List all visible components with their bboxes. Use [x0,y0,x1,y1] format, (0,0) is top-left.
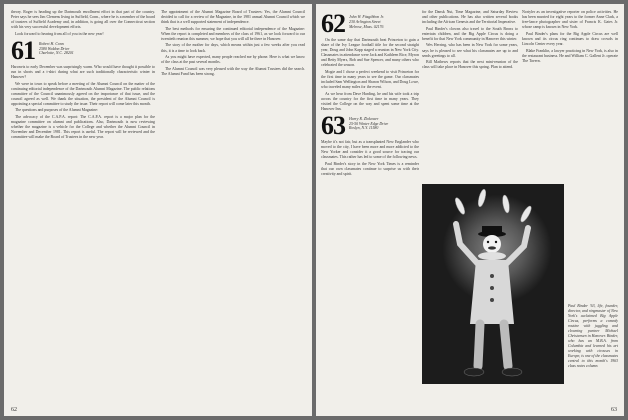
left-page [4,4,312,416]
paragraph: Paul Binder's plans for the Big Apple Circus are well known and its circus ring continues to draw crowds in Lincoln Center every year. [522,31,618,46]
paragraph: On the same day that Dartmouth beat Princeton to gain a share of the Ivy League football title for the second straight year, Doug and John Kapp staged a reunion in New York City. Classmates in attendance were Jack and Kathleen Rice, Myron and Betty Myers, Bob and Sue Spencer, and many others who celebrated the season. [321,38,419,68]
class-year-number: 61 [11,35,35,65]
address-line-1: 2580 Waldon Drive [39,46,70,51]
class-secretary-address [39,40,74,56]
address-line-2: Melrose, Mass. 02176 [349,24,384,29]
right-column-3 [522,10,618,180]
left-column-1 [11,10,155,400]
paragraph: Paul Binder's clowns also travel to the South Bronx to entertain children, and the Big Apple Circus is doing a benefit for that New York community in Hanover this winter. [422,26,518,41]
class-year-number: 62 [321,10,345,38]
paragraph: Wes Herring, who has been in New York for some years, says he is pleased to see what his classmates are up to and sends greetings to all. [422,43,518,58]
class-entry-62 [321,10,419,38]
right-page [316,4,624,416]
paragraph: for the Dansk Nut, Time Magazine, and Saturday Review and other publications. He has also written several books including the African Genesis and the Territorial Imperative. [422,10,518,25]
paragraph: theory. Roger is heading up the Dartmouth enrollment effort in that part of the country. Peter says he sees Jim Clemens living in Suffield, Conn., where he is a member of the board of trustees of Suffield Academy and, in addition, is going all over the Connecticut section with his very successful development efforts. [11,10,155,30]
paragraph: Nortyler as an investigative reporter on police activities. He has been married for eight years to the former Anne Clark, a free-lance photographer and sister of Francis K. Gates Jr. whose camp is known in New York. [522,10,618,30]
paragraph: The questions and purposes of the Alumni Magazine: [15,108,99,113]
photo-caption: Paul Binder '63, life, founder, director, and ringmaster of New York's acclaimed Big Apple Circus, performs a comedy routine with juggling and clowning partner Michael Christensen in Hanover. Binder, who has an M.B.A. from Columbia and learned his art working with circuses in Europe, is one of the classmates central to this month's 1963 class notes column. [568,304,618,368]
class-entry-61 [11,35,155,65]
secretary-name: Robert H. Conn [39,41,64,46]
class-entry-63 [321,110,419,140]
secretary-name: Harry R. Zlokower [349,116,379,121]
clown-figure-illustration [422,184,564,384]
paragraph: The story of the mother for days, which means within just a few weeks after you read this, it is a time to look back. [161,43,305,53]
paragraph: Look forward to hearing from all of you in the new year! [15,31,104,36]
paragraph: Paul Binder's story in the New York Times is a reminder that our own classmates continue to surprise us with their creativity and spirit. [321,161,419,176]
secretary-name: John W. Fitzgibbon Jr. [349,15,384,19]
paragraph: We were in town to speak before a meeting of the Alumni Council on the matter of the continuing editorial independence of the Dartmouth Alumni Magazine. The public relations committee of the Council unanimously agreed on the importance of that issue, and the council agreed as well. We thank the situation, the president of the Alumni Council is appointing a special committee to study the issue. Their report will come later this month. [11,81,155,106]
page-number-left: 62 [11,407,17,413]
paragraph: The best methods for ensuring the continued editorial independence of the Magazine: When the report is completed and members of the class of 1961, as we look forward to our twentieth reunion this summer, we hope that you will all be there in Hanover. [161,26,305,41]
paragraph: As we hear from Dave Harding, he and his wife took a trip across the country for the first time in many years. They visited the College on the way and spent some time at the Hanover Inn. [321,91,419,111]
address-line-2: Roslyn, N.Y. 11580 [349,126,379,131]
clown-juggler-photo [422,184,564,384]
right-column-1 [321,10,419,408]
left-column-2 [161,10,305,400]
page-number-right: 63 [611,407,617,413]
class-secretary-address [349,13,384,29]
address-line-1: 230 Arlington Street [349,19,381,24]
paragraph: Bill Mathews reports that the next mini-reunion of the class will take place in Hanover this spring. Plan to attend. [422,60,518,70]
paragraph: Mogie and I chose a perfect weekend to visit Princeton for the first time in many years to see the game. Our classmates included Sam Wellington and Sharon Wilson, and Doug Lowe, who traveled many miles for the event. [321,69,419,90]
paragraph: Maybe it's not fair, but as a transplanted New Englander who moved to the city, I have been more and more addicted to the New Yorker and consider it a good source for tracing our classmates. This rather has led to some of the following news. [321,139,419,159]
paragraph: The advocacy of the C.A.P.A. report: The C.A.P.A. report is a major plan for the magazine committee on alumni and publications. Also, Dartmouth is now reviewing whether the magazine is a vehicle for the College and whether the Alumni Council in November and December 1981. This report is useful. The report will be reviewed and the committee will make the Board of Trustees in the new year. [11,115,155,140]
paragraph: The Alumni Council was very pleased with the way the Alumni Trustees did the search. The Alumni Fund has been strong. [161,66,305,76]
paragraph: Blake Franklin, a lawyer practicing in New York, is also in the restaurant business. He and William C. Gallent Jr. operate The Tavern. [522,48,618,63]
address-line-2: Charlotte, N.C. 28201 [39,51,74,56]
right-column-2 [422,10,518,180]
paragraph: Haronvis to early December was surprisingly warm. Who would have thought it possible to run in shorts and a t-shirt during what are such traditionally characteristic winter in Hanover? [11,64,155,79]
address-line-1: 25-50 Winter Edge Drive [349,121,389,126]
paragraph: The appointment of the Alumni Magazine Board of Trustees: Yes, the Alumni Council decided to call for a review of the Magazine, in the 1981 annual Alumni Council which we think that is a well supported statement of independence. [161,10,305,25]
paragraph: As you might have expected, many people reached me by phone. Here is what we know of the class at the past several months. [161,55,305,65]
class-year-number: 63 [321,110,345,140]
class-secretary-address [349,115,388,131]
